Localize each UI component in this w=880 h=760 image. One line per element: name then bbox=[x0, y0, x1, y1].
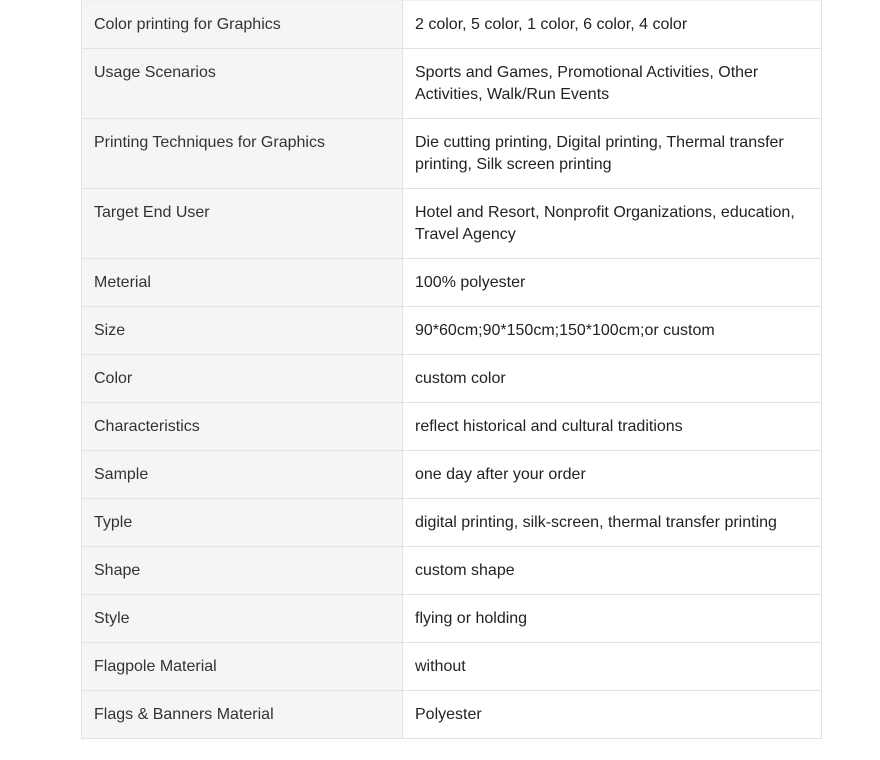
table-row bbox=[82, 547, 822, 595]
spec-value: 100% polyester bbox=[403, 259, 822, 307]
spec-value: one day after your order bbox=[403, 451, 822, 499]
table-row bbox=[82, 691, 822, 739]
spec-value: Die cutting printing, Digital printing, Thermal transfer printing, Silk screen printing bbox=[403, 119, 822, 189]
spec-label: Color bbox=[82, 355, 403, 403]
table-row bbox=[82, 403, 822, 451]
table-row bbox=[82, 259, 822, 307]
spec-label: Color printing for Graphics bbox=[82, 1, 403, 49]
spec-label: Characteristics bbox=[82, 403, 403, 451]
spec-label: Size bbox=[82, 307, 403, 355]
table-row bbox=[82, 643, 822, 691]
product-spec-table bbox=[81, 0, 822, 739]
table-row bbox=[82, 307, 822, 355]
table-row bbox=[82, 49, 822, 119]
spec-label: Flagpole Material bbox=[82, 643, 403, 691]
table-row bbox=[82, 355, 822, 403]
spec-value: Sports and Games, Promotional Activities, Other Activities, Walk/Run Events bbox=[403, 49, 822, 119]
spec-label: Style bbox=[82, 595, 403, 643]
spec-label: Sample bbox=[82, 451, 403, 499]
spec-label: Usage Scenarios bbox=[82, 49, 403, 119]
spec-label: Shape bbox=[82, 547, 403, 595]
spec-label: Printing Techniques for Graphics bbox=[82, 119, 403, 189]
table-row bbox=[82, 119, 822, 189]
spec-value: custom shape bbox=[403, 547, 822, 595]
spec-table-body bbox=[82, 1, 822, 739]
table-row bbox=[82, 1, 822, 49]
spec-value: without bbox=[403, 643, 822, 691]
table-row bbox=[82, 499, 822, 547]
spec-value: custom color bbox=[403, 355, 822, 403]
spec-value: digital printing, silk-screen, thermal transfer printing bbox=[403, 499, 822, 547]
spec-value: reflect historical and cultural traditions bbox=[403, 403, 822, 451]
table-row bbox=[82, 451, 822, 499]
spec-value: 90*60cm;90*150cm;150*100cm;or custom bbox=[403, 307, 822, 355]
spec-value: 2 color, 5 color, 1 color, 6 color, 4 color bbox=[403, 1, 822, 49]
table-row bbox=[82, 595, 822, 643]
spec-label: Meterial bbox=[82, 259, 403, 307]
spec-value: Hotel and Resort, Nonprofit Organizations, education, Travel Agency bbox=[403, 189, 822, 259]
table-row bbox=[82, 189, 822, 259]
spec-label: Target End User bbox=[82, 189, 403, 259]
spec-label: Typle bbox=[82, 499, 403, 547]
spec-value: Polyester bbox=[403, 691, 822, 739]
spec-label: Flags & Banners Material bbox=[82, 691, 403, 739]
spec-value: flying or holding bbox=[403, 595, 822, 643]
